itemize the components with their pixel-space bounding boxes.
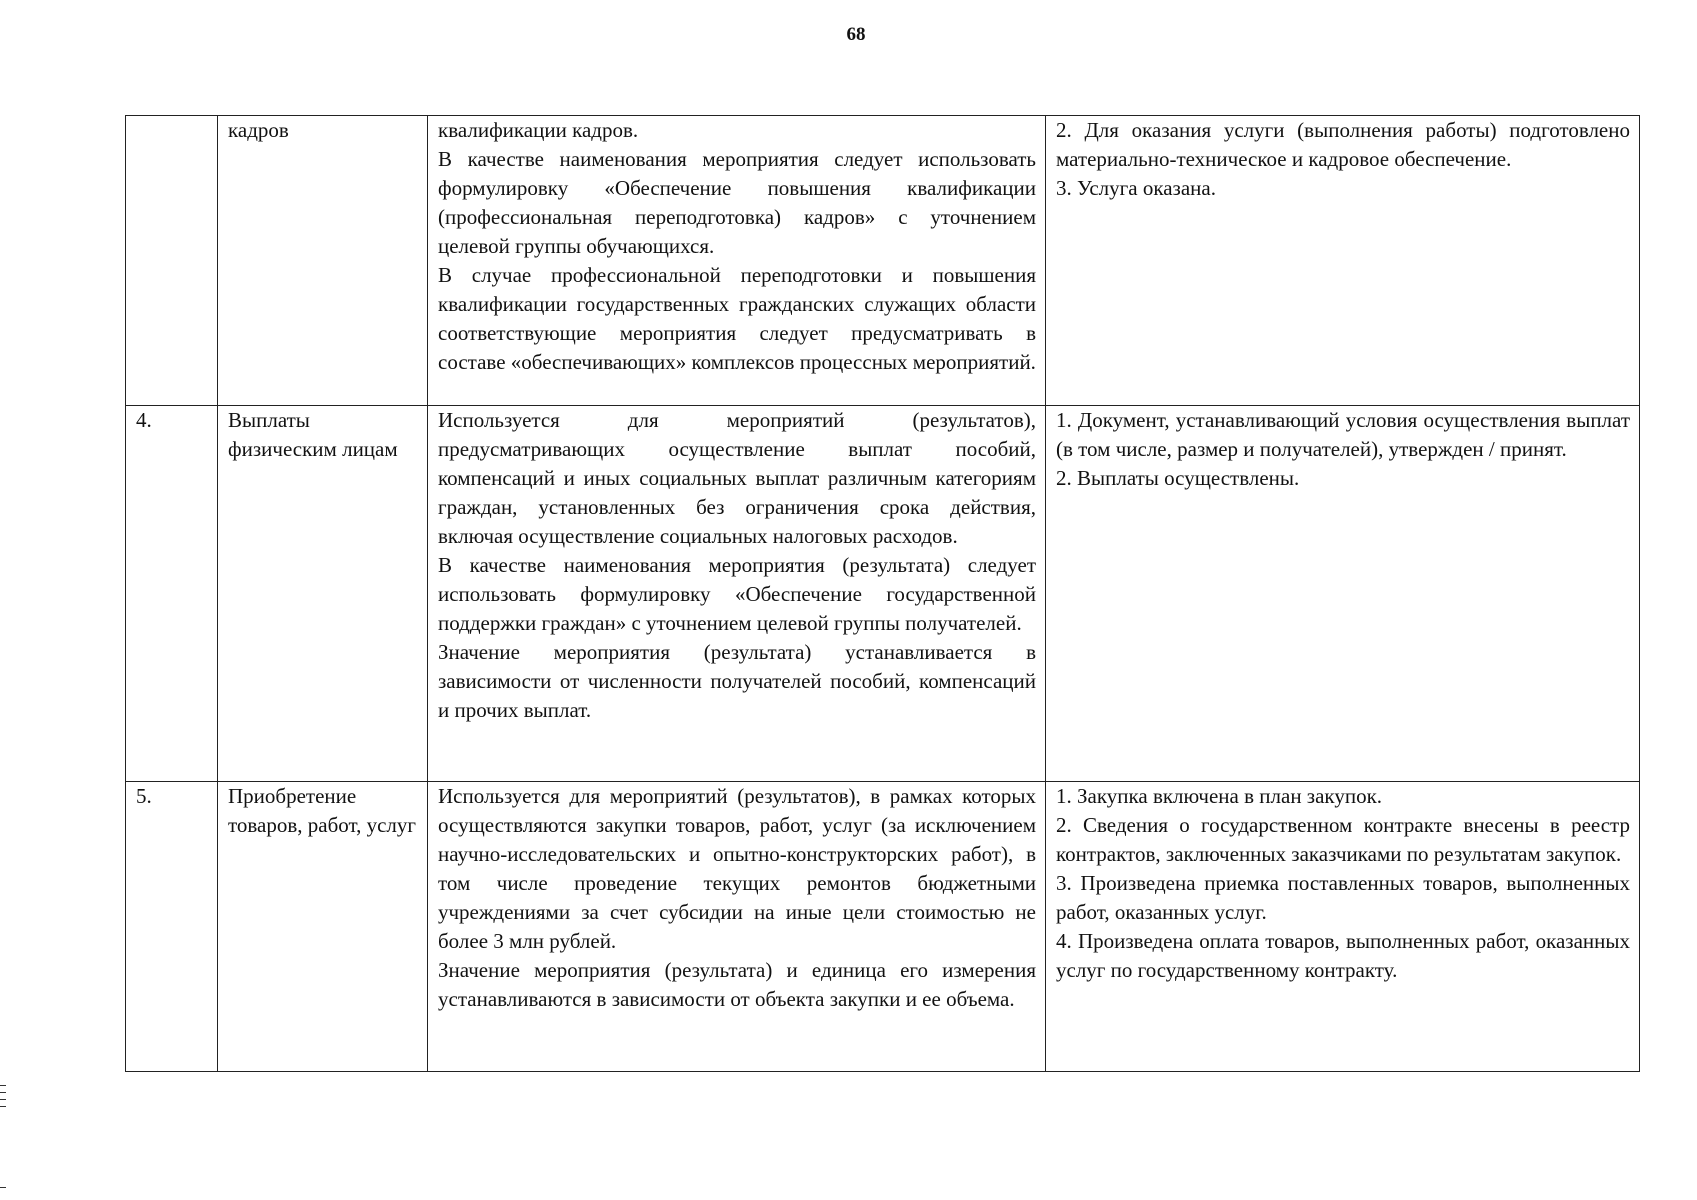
table-row [126,406,1640,782]
description-paragraph: Значение мероприятия (результата) устанавливается в зависимости от численности получателей пособий, компенсаций и прочих выплат. [438,640,1036,722]
description-paragraph: В качестве наименования мероприятия (результата) следует использовать формулировку «Обеспечение государственной поддержки граждан» с уточнением целевой группы получателей. [438,553,1036,635]
description-paragraph: Используется для мероприятий (результатов), предусматривающих осуществление выплат пособий, компенсаций и иных социальных выплат различным категориям граждан, установленных без ограничения срока действия, включая осуществление социальных налоговых расходов. [438,408,1036,548]
control-points-cell [1046,116,1640,406]
description-paragraph: Используется для мероприятий (результатов), в рамках которых осуществляются закупки товаров, работ, услуг (за исключением научно-исследовательских и опытно-конструкторских работ), в том числе проведение текущих ремонтов бюджетными учреждениями за счет субсидии на иные цели стоимостью не более 3 млн рублей. [438,784,1036,953]
control-point: 2. Для оказания услуги (выполнения работы) подготовлено материально-техническое и кадровое обеспечение. [1056,118,1630,171]
scan-mark [0,1099,6,1100]
control-point: 2. Сведения о государственном контракте внесены в реестр контрактов, заключенных заказчиками по результатам закупок. [1056,813,1630,866]
activity-types-table [125,115,1640,1072]
description-cell [428,782,1046,1072]
row-number-cell: 5. [126,782,218,1072]
description-paragraph: В случае профессиональной переподготовки и повышения квалификации государственных гражданских служащих области соответствующие мероприятия следует предусматривать в составе «обеспечивающих» комплексов процессных мероприятий. [438,263,1036,374]
control-points-cell [1046,782,1640,1072]
table-row [126,116,1640,406]
activity-type-cell [218,406,428,782]
activity-type-cell [218,782,428,1072]
activity-type-cell [218,116,428,406]
scan-mark [0,1106,6,1107]
control-point: 1. Документ, устанавливающий условия осуществления выплат (в том числе, размер и получателей), утвержден / принят. [1056,408,1630,461]
activity-type-text: Приобретение товаров, работ, услуг [228,784,417,837]
control-point: 1. Закупка включена в план закупок. [1056,784,1383,808]
description-cell [428,116,1046,406]
activity-type-text: кадров [228,118,289,142]
row-number-cell [126,116,218,406]
scan-mark [0,1092,6,1093]
control-points-cell [1046,406,1640,782]
description-paragraph: Значение мероприятия (результата) и единица его измерения устанавливаются в зависимости от объекта закупки и ее объема. [438,958,1036,1011]
description-paragraph: квалификации кадров. [438,118,639,142]
control-point: 3. Произведена приемка поставленных товаров, выполненных работ, оказанных услуг. [1056,871,1630,924]
scan-mark [0,1085,6,1086]
activity-type-text: Выплаты физическим лицам [228,408,398,461]
description-cell [428,406,1046,782]
table-row [126,782,1640,1072]
row-number-cell: 4. [126,406,218,782]
page-number: 68 [846,24,866,45]
description-paragraph: В качестве наименования мероприятия следует использовать формулировку «Обеспечение повышения квалификации (профессиональная переподготовка) кадров» с уточнением целевой группы обучающихся. [438,147,1036,258]
control-point: 3. Услуга оказана. [1056,176,1216,200]
control-point: 2. Выплаты осуществлены. [1056,466,1300,490]
scan-mark [0,1187,6,1188]
control-point: 4. Произведена оплата товаров, выполненных работ, оказанных услуг по государственному контракту. [1056,929,1630,982]
